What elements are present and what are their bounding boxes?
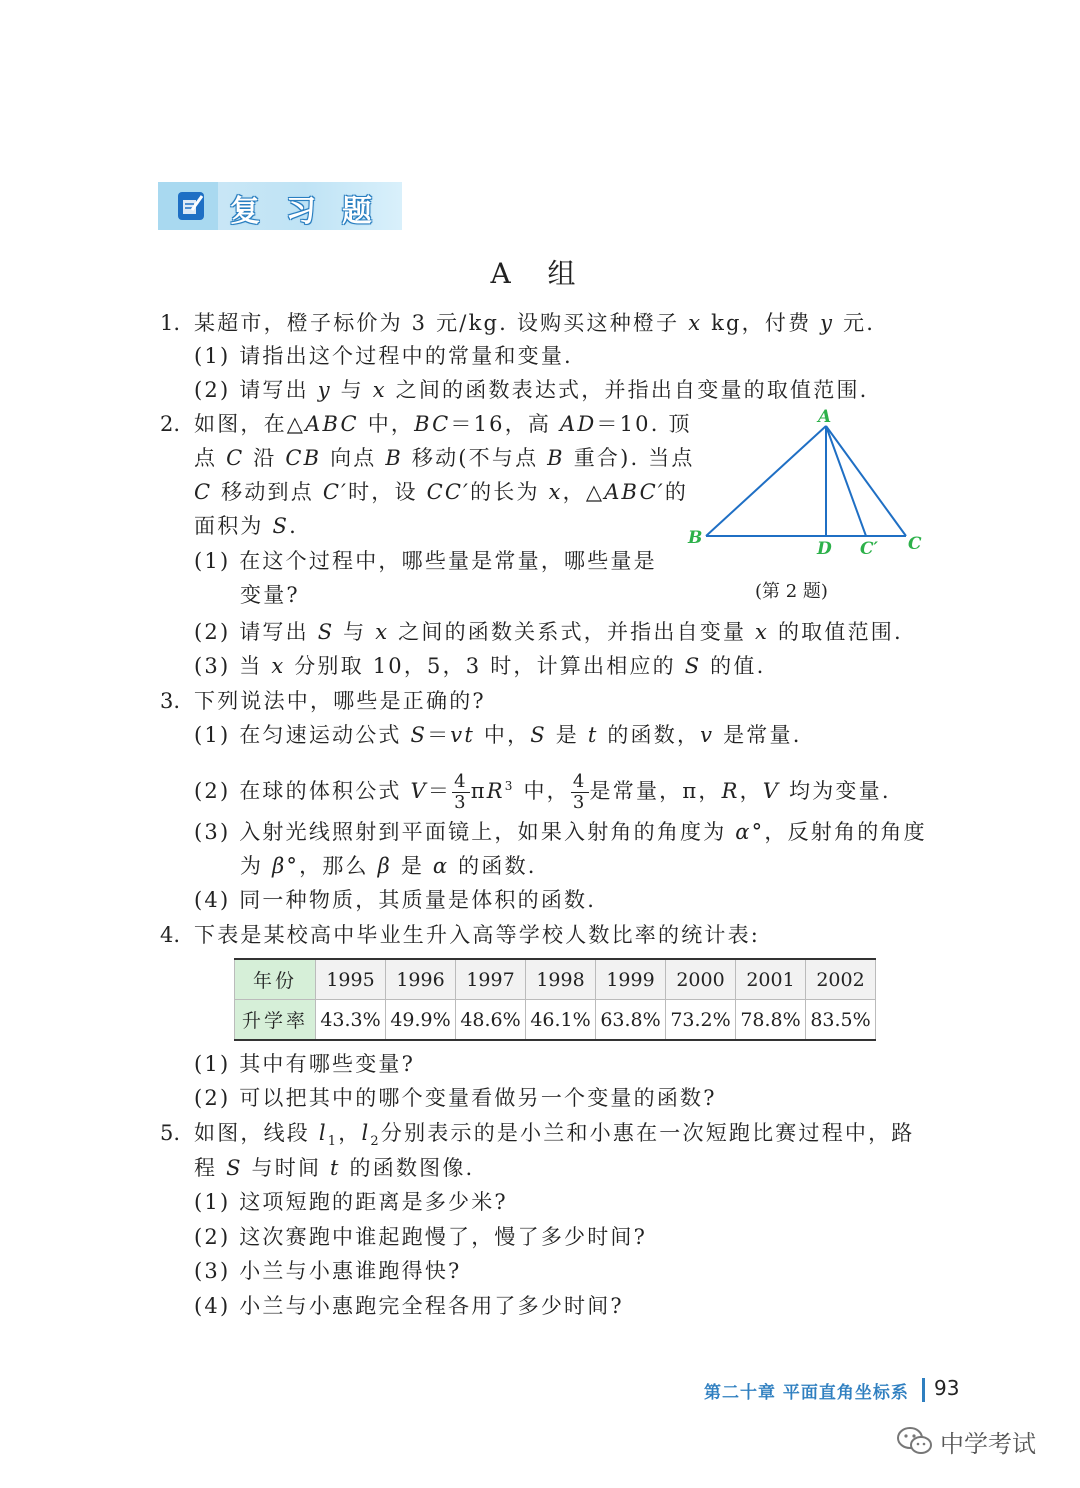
section-title: 复习题 — [230, 194, 398, 229]
q5-part2: (2) 这次赛跑中谁起跑慢了，慢了多少时间? — [194, 1225, 648, 1249]
q5-stem-line1: 如图，线段 $l_1$，$l_2$分别表示的是小兰和小惠在一次短跑比赛过程中，路 — [194, 1121, 915, 1150]
q4-stem: 下表是某校高中毕业生升入高等学校人数比率的统计表: — [194, 923, 761, 947]
label-c: C — [908, 534, 922, 554]
q1-part2: (2) 请写出 y 与 x 之间的函数表达式，并指出自变量的取值范围. — [194, 378, 869, 402]
q3-part2: (2) 在球的体积公式 V＝ $\frac{4}{3}$ $\pi R^3$ 中， $\frac{4}{3}$ 是常量，π，R，V 均为变量. — [194, 771, 891, 813]
table-header-year: 年份 — [235, 959, 316, 1000]
q3-part1: (1) 在匀速运动公式 S＝vt 中，S 是 t 的函数，v 是常量. — [194, 723, 802, 747]
table-cell: 1997 — [456, 959, 526, 1000]
q2-part3: (3) 当 x 分别取 10，5，3 时，计算出相应的 S 的值. — [194, 654, 766, 678]
figure-caption: (第 2 题) — [755, 581, 828, 602]
q5-part4: (4) 小兰与小惠跑完全程各用了多少时间? — [194, 1294, 624, 1318]
q1-number: 1. — [160, 311, 181, 335]
table-cell: 46.1% — [526, 1000, 596, 1041]
table-cell: 1996 — [386, 959, 456, 1000]
wechat-icon — [896, 1426, 934, 1456]
table-row-rate — [235, 1000, 876, 1041]
group-title: A 组 — [490, 257, 590, 290]
table-cell: 73.2% — [666, 1000, 736, 1041]
q4-part2: (2) 可以把其中的哪个变量看做另一个变量的函数? — [194, 1086, 717, 1110]
footer-chapter-title: 第二十章 平面直角坐标系 — [704, 1383, 909, 1403]
table-cell: 49.9% — [386, 1000, 456, 1041]
table-cell: 2000 — [666, 959, 736, 1000]
table-header-rate: 升学率 — [235, 1000, 316, 1041]
q3-number: 3. — [160, 689, 181, 713]
table-cell: 78.8% — [736, 1000, 806, 1041]
q1-stem: 某超市，橙子标价为 3 元/kg. 设购买这种橙子 x kg，付费 y 元. — [194, 311, 876, 335]
label-d: D — [817, 539, 832, 559]
label-b: B — [688, 528, 703, 548]
q2-stem-line1: 如图，在△ABC 中，BC＝16，高 AD＝10. 顶 — [194, 412, 692, 436]
segment-ac — [826, 426, 906, 536]
table-cell: 1998 — [526, 959, 596, 1000]
q2-part1-line1: (1) 在这个过程中，哪些量是常量，哪些量是 — [194, 549, 657, 573]
notebook-pencil-icon — [178, 192, 204, 220]
triangle-figure — [680, 404, 930, 574]
label-c-prime: C′ — [860, 539, 879, 559]
q2-number: 2. — [160, 412, 181, 436]
q3-part4: (4) 同一种物质，其质量是体积的函数. — [194, 888, 597, 912]
table-cell: 2002 — [806, 959, 876, 1000]
fraction-four-thirds-2: $\frac{4}{3}$ — [572, 771, 587, 813]
footer-divider — [922, 1378, 925, 1402]
q3-part3-line2: 为 β°，那么 β 是 α 的函数. — [240, 854, 537, 878]
q5-part1: (1) 这项短跑的距离是多少米? — [194, 1190, 508, 1214]
q5-stem-line2: 程 S 与时间 t 的函数图像. — [194, 1156, 475, 1180]
q2-part2: (2) 请写出 S 与 x 之间的函数关系式，并指出自变量 x 的取值范围. — [194, 620, 903, 644]
table-cell: 48.6% — [456, 1000, 526, 1041]
q1-part1: (1) 请指出这个过程中的常量和变量. — [194, 344, 573, 368]
table-row-year — [235, 959, 876, 1000]
segment-ab — [706, 426, 826, 536]
fraction-four-thirds: $\frac{4}{3}$ — [454, 771, 468, 813]
table-cell: 83.5% — [806, 1000, 876, 1041]
table-cell: 43.3% — [316, 1000, 386, 1041]
admission-rate-table — [234, 958, 876, 1041]
table-cell: 1995 — [316, 959, 386, 1000]
q5-number: 5. — [160, 1121, 181, 1145]
q4-number: 4. — [160, 923, 181, 947]
table-cell: 2001 — [736, 959, 806, 1000]
q4-part1: (1) 其中有哪些变量? — [194, 1052, 416, 1076]
q2-part1-line2: 变量? — [240, 583, 300, 607]
label-a: A — [818, 407, 832, 427]
segment-acp — [826, 426, 866, 536]
q2-stem-line3: C 移动到点 C′时，设 CC′的长为 x，△ABC′的 — [194, 480, 689, 504]
page-number: 93 — [934, 1376, 960, 1400]
q3-part3-line1: (3) 入射光线照射到平面镜上，如果入射角的角度为 α°，反射角的角度 — [194, 820, 927, 844]
watermark-text: 中学考试 — [940, 1430, 1036, 1458]
q2-stem-line4: 面积为 S. — [194, 514, 298, 538]
section-banner — [158, 182, 402, 230]
table-cell: 63.8% — [596, 1000, 666, 1041]
table-cell: 1999 — [596, 959, 666, 1000]
q2-stem-line2: 点 C 沿 CB 向点 B 移动(不与点 B 重合). 当点 — [194, 446, 695, 470]
q5-part3: (3) 小兰与小惠谁跑得快? — [194, 1259, 462, 1283]
q3-stem: 下列说法中，哪些是正确的? — [194, 689, 486, 713]
